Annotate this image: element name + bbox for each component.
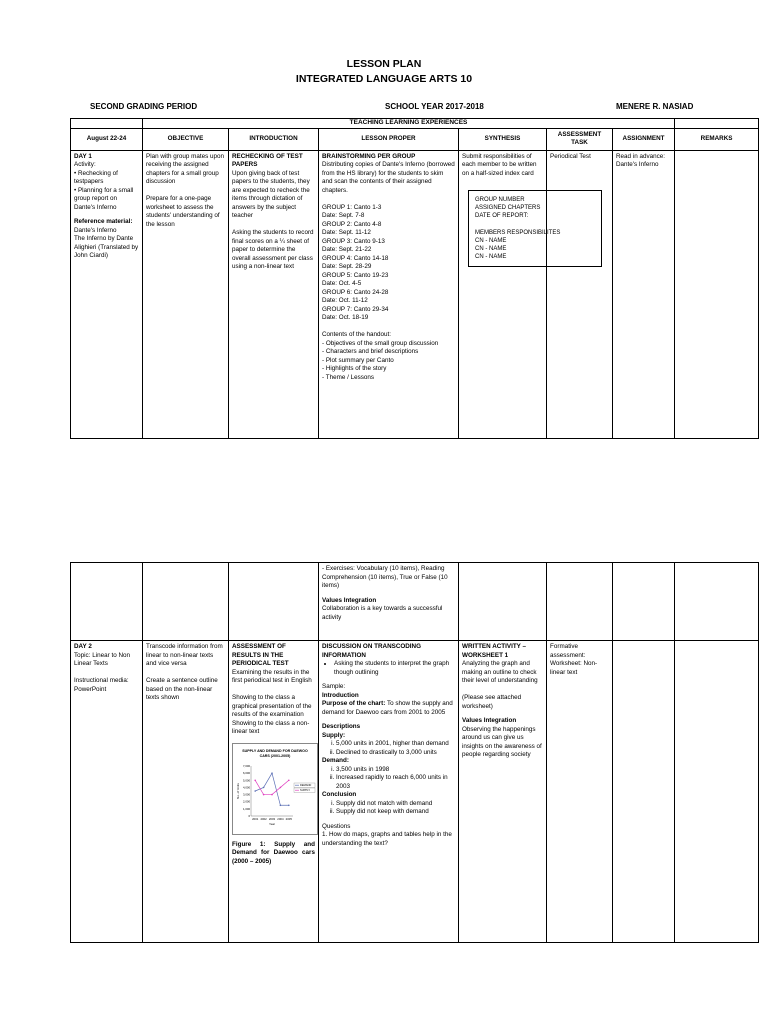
col-header-lesson-proper: LESSON PROPER [319, 128, 459, 150]
series-line-supply [255, 780, 289, 794]
x-tick-label: 2004 [277, 816, 284, 821]
day1-ref-label: Reference material: [74, 218, 133, 226]
y-tick-label: 2,000 [243, 799, 250, 804]
data-point-supply [280, 786, 282, 788]
day1-activity: Activity: • Rechecking of testpapers • Planning for a small group report on Dante's Inferno [74, 161, 134, 211]
y-tick-label: 5,000 [243, 777, 250, 782]
x-tick-label: 2003 [268, 816, 276, 821]
group-header: TEACHING LEARNING EXPERIENCES [143, 119, 675, 129]
day2-assessment: Formative assessment: Worksheet: Non-linear text [550, 643, 598, 676]
day1-ref-text: Dante's Inferno The Inferno by Dante Alighieri (Translated by John Ciardi) [74, 226, 139, 260]
col-header-assessment: ASSESSMENT TASK [547, 128, 613, 150]
x-tick-label: 2005 [285, 816, 292, 821]
chart-title: CARS (2001-2005) [259, 753, 291, 758]
cont-values-text: Collaboration is a key towards a successful activity [322, 605, 443, 621]
y-tick-label: 3,000 [243, 792, 250, 797]
data-point-supply [288, 779, 290, 781]
supply-heading: Supply: [322, 731, 346, 739]
day2-values-title: Values Integration [462, 717, 517, 724]
y-tick-label: 4,000 [243, 784, 250, 789]
legend-label: DEMAND [300, 783, 312, 787]
demand-item: ii. Increased rapidly to reach 6,000 units in 2003 [336, 774, 455, 791]
y-tick-label: 1,000 [243, 806, 250, 811]
conclusion-item: i. Supply did not match with demand [336, 800, 455, 809]
data-point-demand [288, 804, 290, 806]
day2-synthesis-text: Analyzing the graph and making an outline to check their level of understanding (Please see attached worksheet) [462, 660, 538, 710]
x-tick-label: 2001 [252, 816, 259, 821]
purpose-label: Purpose of the chart: [322, 700, 386, 707]
col-header-synthesis: SYNTHESIS [459, 128, 547, 150]
lesson-plan-table-page2 [70, 562, 759, 943]
day2-synthesis-title: WRITTEN ACTIVITY – WORKSHEET 1 [462, 643, 527, 659]
supply-item: ii. Declined to drastically to 3,000 units [336, 749, 455, 758]
col-header-date: August 22-24 [71, 128, 143, 150]
grading-period: SECOND GRADING PERIOD [90, 102, 198, 111]
chart-title: SUPPLY AND DEMAND FOR DAEWOO [242, 748, 308, 753]
day2-remarks [675, 641, 759, 943]
school-year: SCHOOL YEAR 2017-2018 [385, 102, 484, 111]
supply-demand-chart [232, 743, 318, 835]
sample-label: Sample: [322, 683, 346, 690]
demand-heading: Demand: [322, 757, 349, 764]
purpose-text: To show the supply and demand for Daewoo cars from 2001 to 2005 [322, 700, 453, 716]
day1-intro-title: RECHECKING OF TEST PAPERS [232, 152, 303, 169]
questions: Questions 1. How do maps, graphs and tables help in the understanding the text? [322, 822, 452, 847]
day2-intro-text: Examining the results in the first periodical test in English Showing to the class a graphical presentation of the results of the examination Showing to the class a non-linear text [232, 668, 312, 735]
supply-item: i. 5,000 units in 2001, higher than demand [336, 740, 455, 749]
y-tick-label: 0 [248, 813, 250, 818]
day2-lesson-bullet: • Asking the students to interpret the graph though outlining [334, 660, 455, 677]
data-point-demand [271, 772, 273, 774]
doc-title: LESSON PLAN [346, 58, 422, 70]
legend-label: SUPPLY [300, 788, 311, 792]
day1-synthesis-text: Submit responsibilities of each member to be written on a half-sized index card [462, 152, 537, 177]
teacher-name: MENERE R. NASIAD [616, 102, 694, 111]
col-header-introduction: INTRODUCTION [229, 128, 319, 150]
cont-lesson-text: - Exercises: Vocabulary (10 items), Reading Comprehension (10 items), True or False (10 items) [322, 565, 448, 589]
day2-topic: Topic: Linear to Non Linear Texts Instructional media: PowerPoint [74, 651, 131, 693]
col-header-remarks: REMARKS [675, 128, 759, 150]
col-header-assignment: ASSIGNMENT [613, 128, 675, 150]
data-point-demand [263, 786, 265, 788]
x-tick-label: 2002 [260, 816, 267, 821]
day1-lesson-text: Distributing copies of Dante's Inferno (borrowed from the HS library) for the students to skim and scan the contents of their assigned chapters. GROUP 1: Canto 1-3 Date: Sept. 7-8 GROUP 2: Canto 4-8 Date: Sept. 11-12 GROUP 3: Canto 9-13 Date: Sept. 21-22 GROUP 4: Canto 14-18 Date: Sept. 28-29 GROUP 5: Canto 19-23 Date: Oct. 4-5 GROUP 6: Canto 24-28 Date: Oct. 11-12 GROUP 7: Canto 29-34 Date: Oct. 18-19 Contents of the handout: - Objectives of the small group discussion - Characters and brief descriptions - Plot summary per Canto - Highlights of the story - Theme / Lessons [322, 161, 455, 381]
day2-lesson-title: DISCUSSION ON TRANSCODING INFORMATION [322, 643, 422, 659]
conclusion-heading: Conclusion [322, 791, 357, 798]
day1-title: DAY 1 [74, 152, 92, 160]
day1-intro-text: Upon giving back of test papers to the students, they are expected to recheck the items through dictation of answers by the subject teacher Asking the students to record final scores on a ¼ sheet of paper to determine the overall assessment per class using a non-linear text [232, 169, 314, 271]
x-axis-label: Year [268, 821, 276, 826]
day2-objective: Transcode information from linear to non-linear texts and vice versa Create a sentence outline based on the non-linear texts shown [146, 643, 223, 701]
day2-assignment [613, 641, 675, 943]
chart-svg [233, 744, 317, 834]
demand-item: i. 3,500 units in 1998 [336, 766, 455, 775]
day1-lesson-title: BRAINSTORMING PER GROUP [322, 152, 416, 160]
day1-cell [71, 150, 143, 438]
data-point-demand [280, 804, 282, 806]
data-point-supply [263, 793, 265, 795]
doc-subtitle: INTEGRATED LANGUAGE ARTS 10 [295, 73, 473, 85]
conclusion-item: ii. Supply did not keep with demand [336, 808, 455, 817]
lesson-plan-table-page1 [70, 118, 759, 439]
y-tick-label: 7,000 [243, 763, 250, 768]
cont-values-title: Values Integration [322, 596, 377, 604]
descriptions-heading: Descriptions [322, 723, 361, 730]
y-axis-label: No. of Units [236, 782, 240, 799]
data-point-supply [254, 779, 256, 781]
day2-intro-title: ASSESSMENT OF RESULTS IN THE PERIODICAL TEST [232, 643, 289, 667]
index-card-template: GROUP NUMBER ASSIGNED CHAPTERS DATE OF REPORT: MEMBERS RESPONSIBILITES CN - NAME CN - NAME CN - NAME [468, 190, 602, 267]
day1-assessment: Periodical Test [550, 152, 591, 160]
col-header-objective: OBJECTIVE [143, 128, 229, 150]
figure-caption: Figure 1: Supply and Demand for Daewoo cars (2000 – 2005) [232, 840, 315, 865]
y-tick-label: 6,000 [243, 770, 250, 775]
data-point-supply [271, 793, 273, 795]
day1-remarks [675, 150, 759, 438]
day2-title: DAY 2 [74, 643, 92, 650]
day2-values-text: Observing the happenings around us can give us insights on the awareness of people regarding society [462, 725, 542, 758]
data-point-demand [254, 790, 256, 792]
intro-heading: Introduction [322, 691, 359, 699]
day1-objective: Plan with group mates upon receiving the assigned chapters for a small group discussion Prepare for a one-page worksheet to assess the students' understanding of the lesson [146, 152, 225, 228]
day1-assignment: Read in advance: Dante's Inferno [616, 152, 666, 169]
